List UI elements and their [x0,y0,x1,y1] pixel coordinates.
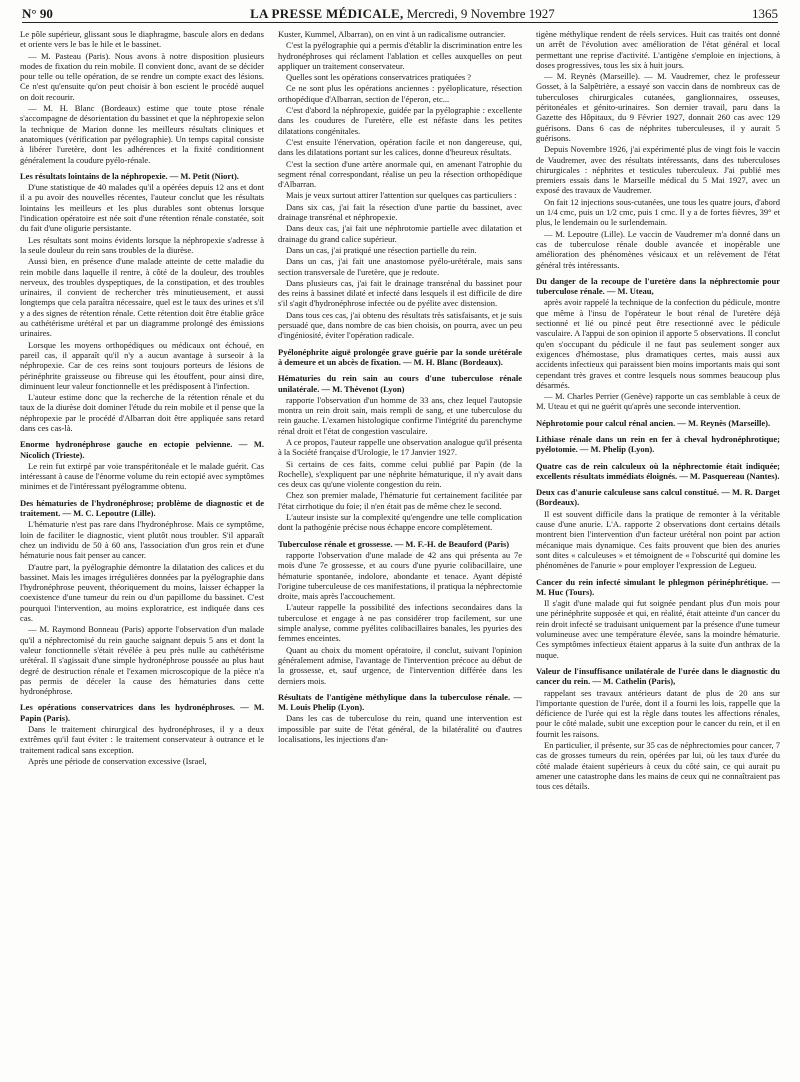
section-heading: Deux cas d'anurie calculeuse sans calcul constitué. — M. R. Darget (Bordeaux). [536,487,780,508]
paragraph: Dans les cas de tuberculose du rein, quand une intervention est impossible par suite de l'état général, de la bilatéralité ou d'autres localisations, les injections d'an- [278,713,522,744]
paragraph: Quant au choix du moment opératoire, il conclut, suivant l'opinion généralement admise, l'avantage de l'intervention précoce au début de la grossesse, et, sauf urgence, de l'intervention différée dans les derniers mois. [278,644,522,686]
paragraph: C'est la pyélographie qui a permis d'établir la discrimination entre les hydronéphroses qui réclament l'ablation et celles auxquelles on peut appliquer un traitement conservateur. [278,40,522,71]
paragraph: Mais je veux surtout attirer l'attention sur quelques cas particuliers : [286,190,517,201]
section-heading: Enorme hydronéphrose gauche en ectopie pelvienne. — M. Nicolich (Trieste). [20,439,264,460]
paragraph: — M. Charles Perrier (Genève) rapporte un cas semblable à ceux de M. Uteau et qui ne guérit qu'après une seconde intervention. [536,391,780,412]
paragraph: L'auteur rappelle la possibilité des infections secondaires dans la tuberculose et engage à ne pas considérer trop facilement, sur une simple analyse, comme pyélites colibacillaires banales, les pyuries des femmes enceintes. [278,602,522,644]
paragraph: Après une période de conservation excessive (Israel, [28,755,207,766]
paragraph: D'autre part, la pyélographie démontre la dilatation des calices et du bassinet. Mais les images irrégulières données par la pyélographie dans l'hydronéphrose peuvent, théoriquement du moins, laisser échapper la coexistence d'une tumeur du rein ou d'un papillome du bassinet. C'est pourquoi l'intervention, au moins exploratrice, est indiquée dans ces cas. [20,561,264,624]
paragraph: Depuis Novembre 1926, j'ai expérimenté plus de vingt fois le vaccin de Vaudremer, avec des résultats intéressants, dans des tuberculoses chirurgicales : néphrites et testicules tuberculeux. J'ai publié mes premiers essais dans le Marseille médical du 5 Mai 1927, avec un exposé des travaux de Vaudremer. [536,144,780,196]
section-heading: Du danger de la recoupe de l'uretère dans la néphrectomie pour tuberculose rénale. — M. Uteau, [536,275,780,297]
section-heading: Les opérations conservatrices dans les hydronéphroses. — M. Papin (Paris). [20,702,264,723]
paragraph: En particulier, il présente, sur 35 cas de néphrectomies pour cancer, 7 cas de grosses tumeurs du rein, opérées par lui, où les taux d'urée du côté malade étaient supérieurs à ceux du côté sain, ce qui aurait pu amener une catastrophe dans les mains de ceux qui ne connaîtraient pas tous ces détails. [536,740,780,792]
page-header [22,0,778,23]
column-3 [536,29,780,1075]
issue-number: N° 90 [22,6,53,21]
paragraph: Dans un cas, j'ai pratiqué une résection partielle du rein. [286,244,477,255]
issue-date: Mercredi, 9 Novembre 1927 [406,6,555,21]
paragraph: Le pôle supérieur, glissant sous le diaphragme, bascule alors en dedans et oriente vers le bas le hile et le bassinet. [20,29,264,50]
paragraph: Dans deux cas, j'ai fait une néphrotomie partielle avec dilatation et drainage du grand calice supérieur. [278,223,522,244]
section-heading: Résultats de l'antigène méthylique dans la tuberculose rénale. — M. Louis Phelip (Lyon). [278,691,522,713]
paragraph: On fait 12 injections sous-cutanées, une tous les quatre jours, d'abord un 1/4 cmc, puis un 1/2 cmc, puis 1 cmc. Il y a de fortes fièvres, 39° et plus, le lendemain ou le surlendemain. [536,196,780,228]
paragraph: L'hématurie n'est pas rare dans l'hydronéphrose. Mais ce symptôme, loin de faciliter le diagnostic, vient plutôt nous troubler. S'il apparaît chez un individu de 50 à 60 ans, l'association d'un gros rein et d'une hématurie nous fait penser au cancer. [20,519,264,561]
paragraph: Quelles sont les opérations conservatrices pratiquées ? [286,72,472,83]
paragraph: rappelant ses travaux antérieurs datant de plus de 20 ans sur l'importante question de l'urée, dont il a fourni les lois, rappelle que la déficience de l'urée qui est la règle dans toutes les affections rénales, pour le côté malade, subit une exception pour le cancer du rein, et il en fournit les raisons. [536,687,780,739]
paragraph: C'est d'abord la néphropexie, guidée par la pyélographie : excellente dans les coudures de l'uretère, elle est néfaste dans les petites dilatations congénitales. [278,105,522,136]
paragraph: — M. H. Blanc (Bordeaux) estime que toute ptose rénale s'accompagne de désorientation du bassinet et que la néphropexie selon la technique de Marion donne les meilleurs résultats cliniques et anatomiques (vérification par pyélographie). Un temps capital consiste à libérer l'uretère, dont les adhérences et la fixité conditionnent généralement la coudure pyélo-rénale. [20,103,264,165]
paragraph: A ce propos, l'auteur rappelle une observation analogue qu'il présenta à la Société française d'Urologie, le 17 Janvier 1927. [278,436,522,458]
paragraph: rapporte l'observation d'une malade de 42 ans qui présenta au 7e mois d'une 7e grossesse, et au cours d'une pyurie colibacillaire, une hématurie spontanée, indolore, abondante et tenace. Ayant dépisté l'origine tuberculeuse de ces manifestations, il pratiqua la néphrectomie droite, mais après l'accouchement. [278,549,522,602]
paragraph: C'est la section d'une artère anormale qui, en amenant l'atrophie du segment rénal correspondant, réalise un peu la résection orthopédique d'Albarran. [278,158,522,190]
journal-name: LA PRESSE MÉDICALE, [250,6,404,21]
section-heading: Les résultats lointains de la néphropexie. — M. Petit (Niort). [20,170,239,181]
paragraph: Chez son premier malade, l'hématurie fut certainement facilitée par l'état cirrhotique du foie; il n'en était pas de même chez le second. [278,490,522,511]
paragraph: Il est souvent difficile dans la pratique de remonter à la véritable cause d'une anurie. L'A. rapporte 2 observations dont certains détails montrent bien l'intervention d'un facteur urétéral non point par action mécanique mais dynamique. Ces faits prouvent que bien des anuries sont dites « calculeuses » et témoignent de « l'obscurité qui domine les phénomènes de l'anurie » pour employer l'expression de Legueu. [536,508,780,571]
section-heading: Valeur de l'insuffisance unilatérale de l'urée dans le diagnostic du cancer du rein. — M. Cathelin (Paris), [536,665,780,687]
paragraph: Kuster, Kummel, Albarran), on en vint à un radicalisme outrancier. [278,29,506,39]
paragraph: Ce ne sont plus les opérations anciennes : pyéloplicature, résection orthopédique d'Albarran, section de l'éperon, etc... [278,83,522,104]
column-2 [278,29,522,1075]
page-number: 1365 [751,6,778,21]
section-heading: Lithiase rénale dans un rein en fer à cheval hydronéphrotique; pyélotomie. — M. Phelip (Lyon). [536,433,780,455]
paragraph: Dans un cas, j'ai fait une anastomose pyélo-urétérale, mais sans section transversale de l'uretère, que je redoute. [278,256,522,277]
section-heading: Des hématuries de l'hydronéphrose; problème de diagnostic et de traitement. — M. C. Lepoutre (Lille). [20,497,264,519]
paragraph: — M. Pasteau (Paris). Nous avons à notre disposition plusieurs modes de fixation du rein mobile. Il convient donc, avant de se décider pour telle ou telle opération, de se rendre un compte exact des lésions. Ce n'est qu'ensuite qu'on peut choisir à bon escient le procédé auquel on doit recourir. [20,50,264,102]
section-heading: Hématuries du rein sain au cours d'une tuberculose rénale unilatérale. — M. Thévenot (Lyon) [278,373,522,394]
paragraph: — M. Raymond Bonneau (Paris) apporte l'observation d'un malade qu'il a néphrectomisé du rein gauche saignant depuis 5 ans et dont la valeur fonctionnelle s'était révélée à peu près nulle au cathétérisme urétéral. Il s'agissait d'une simple hydronéphrose poussée au plus haut degré de destruction rénale et l'examen microscopique de la pièce n'a pas permis de déceler la cause des hématuries dans cette hydronéphrose. [20,624,264,697]
column-1 [20,29,264,1075]
paragraph: — M. Lepoutre (Lille). Le vaccin de Vaudremer m'a donné dans un cas de tuberculose rénale double avancée et inopérable une amélioration des phénomènes vésicaux et un relèvement de l'état général très intéressants. [536,228,780,270]
paragraph: — M. Reynès (Marseille). — M. Vaudremer, chez le professeur Gosset, à la Salpêtrière, a essayé son vaccin dans de nombreux cas de tuberculoses chirurgicales cutanées, ganglionnaires, osseuses, péritonéales et génito-urinaires. Son dernier travail, paru dans la Gazette des Hôpitaux, du 9 Février 1927, donnait 260 cas avec 129 guérisons. Dans 6 cas de néphrites tuberculeuses, il y aurait 5 guérisons. [536,71,780,143]
section-heading: Tuberculose rénale et grossesse. — M. F.-H. de Beauford (Paris) [278,538,510,549]
paragraph: après avoir rappelé la technique de la confection du pédicule, montre que même à l'insu de l'opérateur le bout rénal de l'uretère déjà sectionné et lié ou pincé peut être resectionné avec le pédicule vasculaire. A l'appui de son opinion il apporte 5 observations. Il conclut qu'en s'occupant du pédicule il ne faut pas seulement songer aux exigences d'hémostase, plus dramatiques certes, mais aussi aux accidents infectieux qui paraissent bien moins importants mais qui sont cependant très graves et contre lesquels nous sommes beaucoup plus désarmés. [536,297,780,390]
running-title [250,6,555,22]
paragraph: Dans le traitement chirurgical des hydronéphroses, il y a deux extrêmes qu'il faut éviter : le traitement conservateur à outrance et le traitement radical sans exception. [20,724,264,755]
section-heading: Néphrotomie pour calcul rénal ancien. — M. Reynès (Marseille). [536,417,771,428]
paragraph: C'est ensuite l'énervation, opération facile et non dangereuse, qui, dans les dilatations portant sur les calices, donne d'heureux résultats. [278,136,522,158]
paragraph: Lorsque les moyens orthopédiques ou médicaux ont échoué, en pareil cas, il apparaît qu'il n'y a aucun avantage à surseoir à la néphropexie. Car de ces reins sont toujours porteurs de lésions de périnéphrite graisseuse ou fibreuse qui les étouffent, pour ainsi dire, diminuent leur valeur fonctionnelle et les prédisposent à l'infection. [20,339,264,391]
section-heading: Cancer du rein infecté simulant le phlegmon périnéphrétique. — M. Huc (Tours). [536,576,780,597]
paragraph: L'auteur estime donc que la recherche de la rétention rénale et du taux de la diurèse doit dominer l'étude du rein mobile et il pense que la néphropexie par le procédé d'Albarran doit être appliquée sans retard dans ces cas-là. [20,392,264,433]
paragraph: Si certains de ces faits, comme celui publié par Papin (de la Rochelle), s'expliquent par une néphrite hématurique, il n'y avait dans ces deux cas qu'une violente congestion du rein. [278,458,522,490]
paragraph: L'auteur insiste sur la complexité qu'engendre une telle complication dont la pathogénie précise nous échappe encore complètement. [278,512,522,533]
paragraph: rapporte l'observation d'un homme de 33 ans, chez lequel l'autopsie montra un rein droit sain, mais rempli de sang, et une tuberculose du rein gauche. L'examen histologique confirme l'intégrité du parenchyme rénal droit et l'état de congestion vasculaire. [278,394,522,436]
section-heading: Pyélonéphrite aiguë prolongée grave guérie par la sonde urétérale à demeure et un abcès de fixation. — M. H. Blanc (Bordeaux). [278,346,522,367]
paragraph: Dans six cas, j'ai fait la résection d'une partie du bassinet, avec drainage transrénal et néphropexie. [278,201,522,223]
paragraph: Il s'agit d'une malade qui fut soignée pendant plus d'un mois pour une périnéphrite supposée et qui, en réalité, était atteinte d'un cancer du rein droit infecté se traduisant uniquement par la présence d'une tumeur volumineuse avec une température élevée, sans la moindre hématurie. Ces symptômes infectieux étaient apparus à la suite d'un anthrax de la nuque. [536,598,780,660]
paragraph: D'une statistique de 40 malades qu'il a opérées depuis 12 ans et dont il a pu avoir des nouvelles récentes, l'auteur conclut que les résultats lointains les meilleurs et les plus durables sont obtenus lorsque l'indication opératoire est née soit d'une rétention rénale constatée, soit du fait d'une oligurie persistante. [20,182,264,234]
paragraph: Aussi bien, en présence d'une malade atteinte de cette maladie du rein mobile dans laquelle il rentre, à côté de la douleur, des troubles nerveux, des troubles dyspeptiques, de la constipation, et des troubles urinaires, il convient de rechercher très minutieusement, et aussi longtemps que cela paraîtra nécessaire, quel est le taux des urines et s'il y a des signes de rétention rénale. Cette rétention doit être établie grâce au cathétérisme urétéral et par un diagramme prolongé des émissions urinaires. [20,256,264,339]
paragraph: Dans tous ces cas, j'ai obtenu des résultats très satisfaisants, et je suis persuadé que, dans nombre de cas bien choisis, on pourra, avec un peu d'ingéniosité, éviter l'opération radicale. [278,309,522,341]
paragraph: tigène méthylique rendent de réels services. Huit cas traités ont donné un arrêt de l'évolution avec amélioration de l'état général et local permettant une reprise d'activité. L'antigène s'emploie en injections, à doses progressives, tous les six à huit jours. [536,29,780,70]
section-heading: Quatre cas de rein calculeux où la néphrectomie était indiquée; excellents résultats immédiats éloignés. — M. Pasquereau (Nantes). [536,460,780,481]
paragraph: Les résultats sont moins évidents lorsque la néphropexie s'adresse à la seule douleur du rein sans troubles de la diurèse. [20,234,264,255]
paragraph: Le rein fut extirpé par voie transpéritonéale et le malade guérit. Cas intéressant à cause de l'énorme volume du rein ectopié avec symptômes minimes et de l'intéressant pyélogramme obtenu. [20,460,264,492]
paragraph: Dans plusieurs cas, j'ai fait le drainage transrénal du bassinet pour des reins à bassinet dilaté et infecté dans lesquels il est difficile de dire s'il s'agit d'hydronéphrose infectée ou de pyélite avec distension. [278,277,522,309]
